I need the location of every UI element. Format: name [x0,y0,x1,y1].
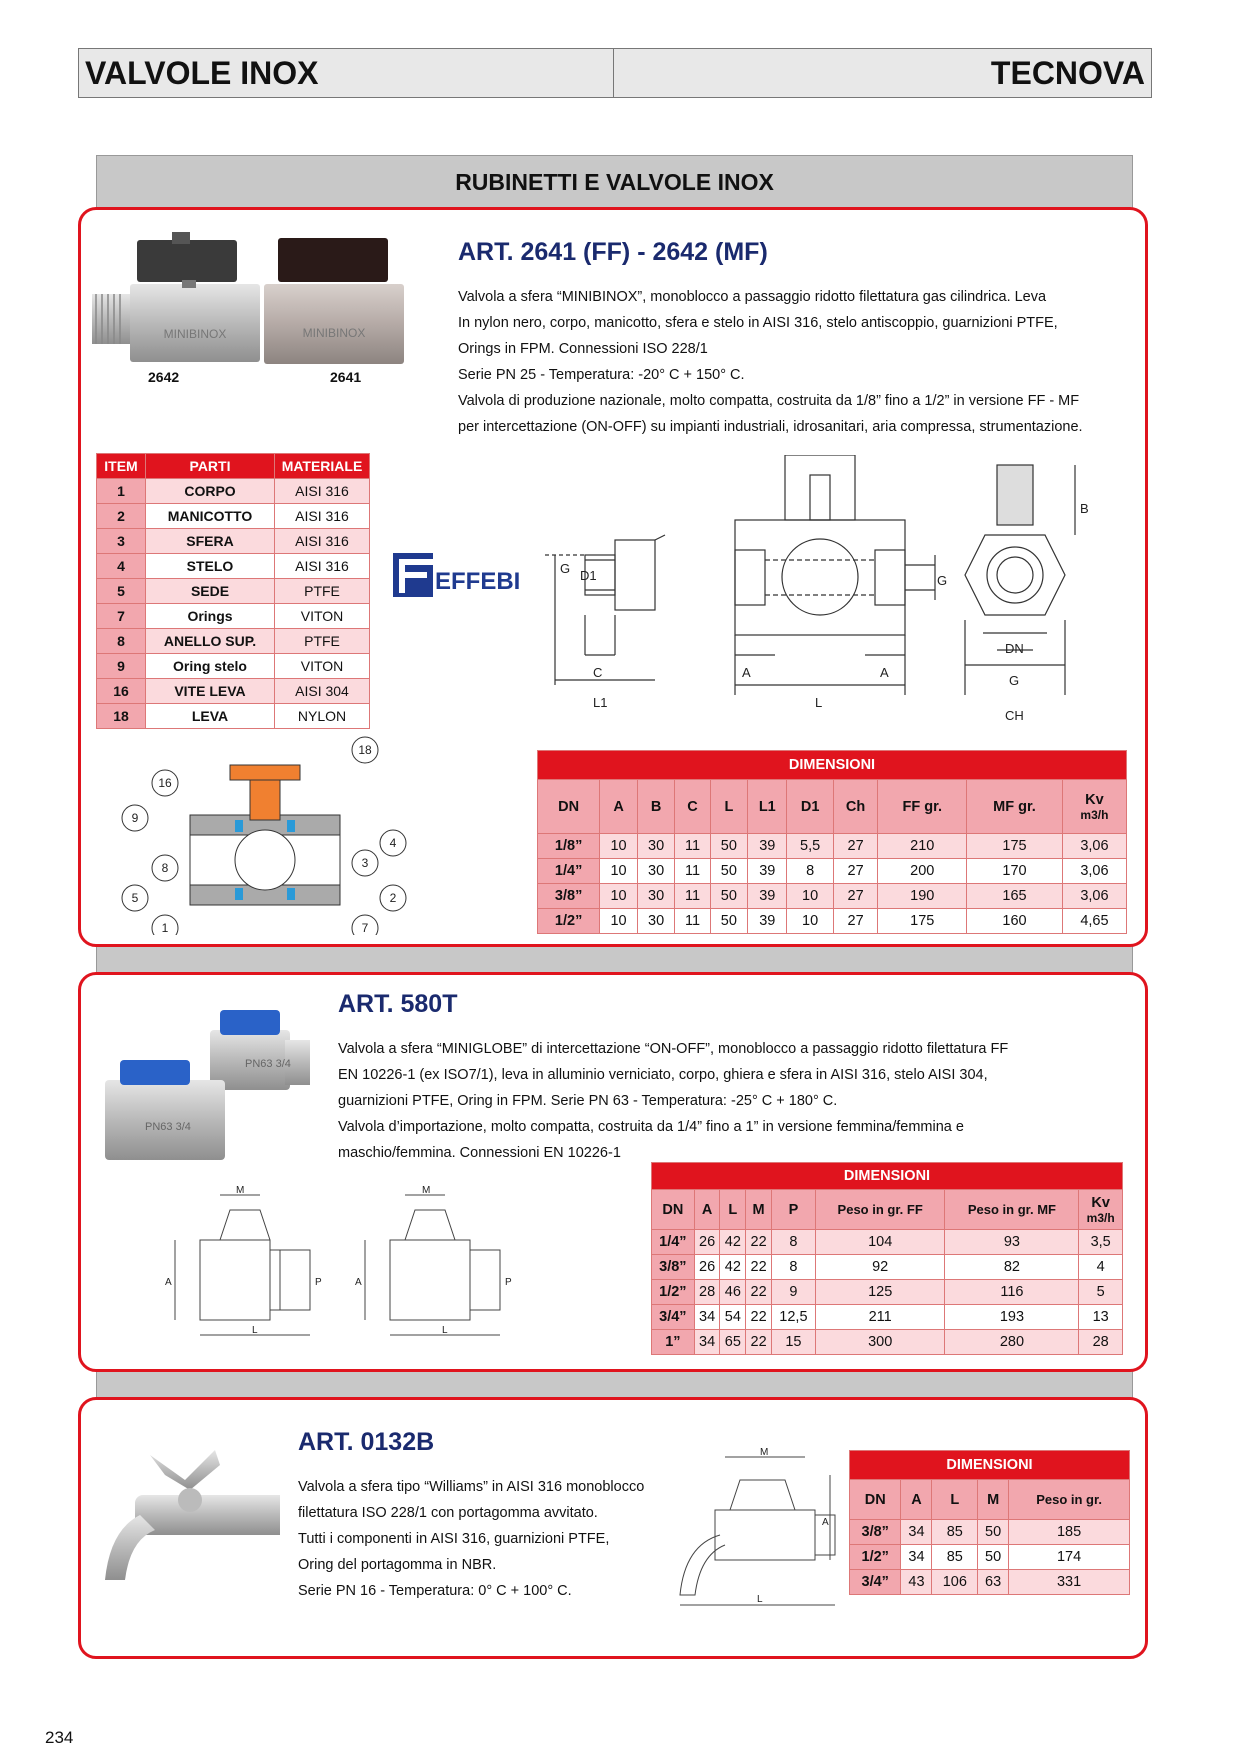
table-cell: 185 [1009,1520,1130,1545]
table-cell: 39 [748,859,787,884]
art-2641-technical-drawing [545,455,1130,735]
table-cell: 5,5 [787,834,833,859]
table-cell: 1/8” [538,834,600,859]
svg-text:16: 16 [158,776,172,790]
svg-text:M: M [760,1447,769,1458]
table-cell: 165 [967,884,1063,909]
table-cell: 4 [97,554,146,579]
table-cell: 7 [97,604,146,629]
table-cell: 8 [771,1230,815,1255]
svg-text:C: C [593,665,603,680]
table-cell: AISI 316 [275,504,370,529]
valve-2642-photo [92,232,260,362]
svg-text:B: B [1080,501,1089,516]
table-cell: 22 [746,1230,772,1255]
table-cell: 125 [815,1280,945,1305]
table-cell: 106 [932,1570,978,1595]
section-title: RUBINETTI E VALVOLE INOX [455,169,774,195]
art-580t-dimensions-table: DIMENSIONI DN A L M P Peso in gr. FF Peso in gr. MF Kv m3/h 1/4” 26 42 22 8 104 93 3,5 3/8” 26 42 22 8 92 82 4 1/2” 28 46 22 9 125 116 5 3/4” 34 54 22 12,5 211 193 13 1” 34 65 22 15 300 280 28 [651,1162,1123,1355]
svg-text:L: L [757,1594,763,1605]
table-cell: STELO [146,554,275,579]
art-0132b-title: ART. 0132B [298,1428,435,1456]
table-cell: 300 [815,1330,945,1355]
table-cell: 10 [787,909,833,934]
table-cell: 27 [833,859,878,884]
table-cell: 34 [694,1305,720,1330]
table-cell: 30 [637,909,675,934]
photo-label-2642: 2642 [148,369,180,385]
svg-text:D1: D1 [580,568,597,583]
svg-text:P: P [505,1277,512,1288]
table-cell: SFERA [146,529,275,554]
parts-row [97,479,370,504]
art-0132b-description: Valvola a sfera tipo “Williams” in AISI 316 monoblocco filettatura ISO 228/1 con portagomma avvitato. Tutti i componenti in AISI 316, guarnizioni PTFE, Oring del portagomma in NBR. Serie PN 16 - Temperatura: 0° C + 100° C. [298,1479,645,1599]
table-cell: VITON [275,654,370,679]
table-cell: 11 [675,834,710,859]
table-cell: 1/4” [538,859,600,884]
svg-text:A: A [165,1277,172,1288]
table-cell: PTFE [275,629,370,654]
table-cell: 27 [833,909,878,934]
svg-text:8: 8 [161,861,169,875]
art-0132b-dimensions-table: DIMENSIONI DN A L M Peso in gr. 3/8” 34 85 50 185 1/2” 34 85 50 174 3/4” 43 106 63 331 [849,1450,1130,1595]
dimension-row [538,834,1127,859]
table-cell: 175 [967,834,1063,859]
exploded-view-drawing [110,735,420,935]
table-cell: 50 [710,909,748,934]
svg-text:A: A [880,665,889,680]
svg-text:PN63 3/4: PN63 3/4 [145,1121,191,1133]
parts-row [97,629,370,654]
svg-text:A: A [822,1517,829,1528]
table-cell: 9 [97,654,146,679]
svg-text:18: 18 [358,743,372,757]
table-cell: 1/2” [850,1545,901,1570]
table-cell: Orings [146,604,275,629]
parts-table: ITEM PARTI MATERIALE 1 CORPO AISI 316 2 MANICOTTO AISI 316 3 SFERA AISI 316 4 STELO AISI 316 5 SEDE PTFE 7 Orings VITON 8 ANELLO SUP. PTFE 9 Oring stelo VITON 16 VITE LEVA AISI 304 18 LEVA NYLON [96,453,370,729]
dimension-row [652,1255,1123,1280]
table-cell: 8 [771,1255,815,1280]
table-cell: 10 [600,909,638,934]
table-cell: 160 [967,909,1063,934]
table-cell: 8 [97,629,146,654]
table-cell: Oring stelo [146,654,275,679]
svg-text:MINIBINOX: MINIBINOX [302,326,366,340]
miniglobe-photo [95,1005,315,1175]
svg-text:5: 5 [131,891,139,905]
parts-row [97,529,370,554]
table-cell: 22 [746,1330,772,1355]
table-cell: 30 [637,884,675,909]
table-cell: 92 [815,1255,945,1280]
svg-text:L1: L1 [593,695,608,710]
table-cell: 34 [901,1520,932,1545]
dimension-row [652,1305,1123,1330]
table-cell: 65 [720,1330,746,1355]
parts-row [97,554,370,579]
svg-text:L: L [815,695,823,710]
art-580t-description: Valvola a sfera “MINIGLOBE” di intercettazione “ON-OFF”, monoblocco a passaggio ridotto filettatura FF EN 10226-1 (ex ISO7/1), leva in alluminio verniciato, corpo, ghiera e sfera in AISI 316, stelo AISI 304, guarnizioni PTFE, Oring in FPM. Serie PN 63 - Temperatura: -25° C + 180° C. Valvola d’importazione, molto compatta, costruita da 1/4” fino a 1” in versione femmina/femmina e maschio/femmina. Connessioni EN 10226-1 [338,1041,1009,1161]
parts-row [97,579,370,604]
dimension-row [538,884,1127,909]
table-cell: 4 [1079,1255,1123,1280]
table-cell: MANICOTTO [146,504,275,529]
table-cell: 9 [771,1280,815,1305]
svg-text:9: 9 [131,811,139,825]
table-cell: 10 [600,834,638,859]
table-cell: 27 [833,834,878,859]
table-cell: 46 [720,1280,746,1305]
art-2641-description: Valvola a sfera “MINIBINOX”, monoblocco a passaggio ridotto filettatura gas cilindrica. Leva In nylon nero, corpo, manicotto, sfera e stelo in AISI 316, stelo antiscoppio, guarnizioni PTFE, Orings in FPM. Connessioni ISO 228/1 Serie PN 25 - Temperatura: -20° C + 150° C. Valvola di produzione nazionale, molto compatta, costruita da 1/8” fino a 1/2” in versione FF - MF per intercettazione (ON-OFF) su impianti industriali, idrosanitari, aria compressa, strumentazione. [458,289,1083,435]
table-cell: 27 [833,884,878,909]
svg-text:L: L [442,1325,448,1336]
table-cell: 30 [637,834,675,859]
table-cell: 170 [967,859,1063,884]
table-cell: VITON [275,604,370,629]
svg-text:A: A [742,665,751,680]
table-cell: 2 [97,504,146,529]
dimension-row [538,859,1127,884]
table-cell: 50 [710,834,748,859]
table-cell: 1” [652,1330,695,1355]
section-band [96,155,1133,211]
table-cell: LEVA [146,704,275,729]
svg-text:M: M [422,1185,431,1196]
svg-text:4: 4 [389,836,397,850]
svg-text:MINIBINOX: MINIBINOX [163,327,227,341]
table-cell: 4,65 [1062,909,1126,934]
table-cell: 10 [787,884,833,909]
table-cell: 3,06 [1062,834,1126,859]
effebi-logo [393,553,523,599]
table-cell: 50 [978,1545,1009,1570]
table-cell: 85 [932,1545,978,1570]
table-cell: 12,5 [771,1305,815,1330]
svg-text:A: A [355,1277,362,1288]
table-cell: 34 [694,1330,720,1355]
table-cell: 1/2” [538,909,600,934]
page-header [78,48,1152,98]
table-cell: 26 [694,1230,720,1255]
table-cell: 175 [878,909,967,934]
dimension-row [850,1545,1130,1570]
table-cell: 13 [1079,1305,1123,1330]
art-2641-dimensions-table: DIMENSIONI DN A B C L L1 D1 Ch FF gr. MF gr. Kv m3/h 1/8” 10 30 11 50 39 5,5 27 210 175 3,06 1/4” 10 30 11 50 39 8 27 200 170 3,06 3/8” 10 30 11 50 39 10 27 190 165 3,06 1/2” 10 30 11 50 39 10 27 175 160 4,65 [537,750,1127,934]
table-cell: ANELLO SUP. [146,629,275,654]
table-cell: 39 [748,909,787,934]
dimension-row [538,909,1127,934]
table-cell: 210 [878,834,967,859]
table-cell: 30 [637,859,675,884]
table-cell: 82 [945,1255,1079,1280]
table-cell: 211 [815,1305,945,1330]
table-cell: 50 [710,884,748,909]
svg-text:CH: CH [1005,708,1024,723]
dimension-row [850,1520,1130,1545]
table-cell: 104 [815,1230,945,1255]
dimension-row [652,1330,1123,1355]
table-cell: 16 [97,679,146,704]
table-cell: 3 [97,529,146,554]
table-cell: 85 [932,1520,978,1545]
table-cell: 11 [675,859,710,884]
table-cell: 200 [878,859,967,884]
table-cell: 1 [97,479,146,504]
table-cell: 93 [945,1230,1079,1255]
table-cell: 5 [97,579,146,604]
dimension-row [652,1230,1123,1255]
table-cell: 190 [878,884,967,909]
table-cell: 3,06 [1062,859,1126,884]
art-580t-technical-drawing [160,1185,640,1345]
minibinox-photos [92,232,432,382]
table-cell: 3/4” [652,1305,695,1330]
table-cell: 8 [787,859,833,884]
svg-text:G: G [560,561,571,576]
parts-row [97,504,370,529]
art-0132b-technical-drawing [665,1445,840,1615]
svg-text:2: 2 [389,891,397,905]
table-cell: 331 [1009,1570,1130,1595]
table-cell: 39 [748,884,787,909]
table-cell: PTFE [275,579,370,604]
parts-row [97,654,370,679]
table-cell: 42 [720,1230,746,1255]
table-cell: 11 [675,909,710,934]
williams-valve-photo [95,1440,285,1600]
svg-text:M: M [236,1185,245,1196]
table-cell: NYLON [275,704,370,729]
table-cell: 1/2” [652,1280,695,1305]
table-cell: 3/8” [652,1255,695,1280]
table-cell: 3/8” [538,884,600,909]
table-cell: 11 [675,884,710,909]
table-cell: AISI 316 [275,479,370,504]
table-cell: 50 [710,859,748,884]
table-cell: 42 [720,1255,746,1280]
valve-2641-photo [264,238,404,364]
table-cell: 3,5 [1079,1230,1123,1255]
header-left-title: VALVOLE INOX [79,49,614,97]
table-cell: 174 [1009,1545,1130,1570]
table-cell: 43 [901,1570,932,1595]
table-cell: 63 [978,1570,1009,1595]
table-cell: 28 [1079,1330,1123,1355]
table-cell: 116 [945,1280,1079,1305]
table-cell: 193 [945,1305,1079,1330]
parts-row [97,679,370,704]
parts-row [97,704,370,729]
table-cell: 10 [600,884,638,909]
table-cell: 280 [945,1330,1079,1355]
table-cell: 22 [746,1280,772,1305]
page-number: 234 [45,1728,74,1747]
svg-text:1: 1 [161,921,169,935]
photo-label-2641: 2641 [330,369,362,385]
table-cell: 34 [901,1545,932,1570]
table-cell: 15 [771,1330,815,1355]
table-cell: 22 [746,1305,772,1330]
svg-text:PN63 3/4: PN63 3/4 [245,1058,291,1070]
table-cell: 28 [694,1280,720,1305]
header-right-title: TECNOVA [990,55,1145,91]
art-580t-title: ART. 580T [338,990,458,1018]
svg-text:7: 7 [361,921,369,935]
table-cell: 1/4” [652,1230,695,1255]
table-cell: 22 [746,1255,772,1280]
svg-text:G: G [1009,673,1020,688]
table-cell: 3,06 [1062,884,1126,909]
table-cell: SEDE [146,579,275,604]
table-cell: 10 [600,859,638,884]
table-cell: CORPO [146,479,275,504]
parts-row [97,604,370,629]
svg-text:G: G [937,573,948,588]
table-cell: 54 [720,1305,746,1330]
table-cell: AISI 316 [275,554,370,579]
svg-text:EFFEBI: EFFEBI [435,568,521,595]
table-cell: AISI 316 [275,529,370,554]
table-cell: 3/8” [850,1520,901,1545]
table-cell: 26 [694,1255,720,1280]
table-cell: 3/4” [850,1570,901,1595]
svg-text:DN: DN [1005,641,1024,656]
dimension-row [652,1280,1123,1305]
table-cell: 5 [1079,1280,1123,1305]
table-cell: 39 [748,834,787,859]
svg-text:L: L [252,1325,258,1336]
table-cell: 18 [97,704,146,729]
table-cell: VITE LEVA [146,679,275,704]
dimension-row [850,1570,1130,1595]
art-2641-title: ART. 2641 (FF) - 2642 (MF) [458,238,768,266]
table-cell: AISI 304 [275,679,370,704]
table-cell: 50 [978,1520,1009,1545]
svg-text:P: P [315,1277,322,1288]
svg-text:3: 3 [361,856,369,870]
